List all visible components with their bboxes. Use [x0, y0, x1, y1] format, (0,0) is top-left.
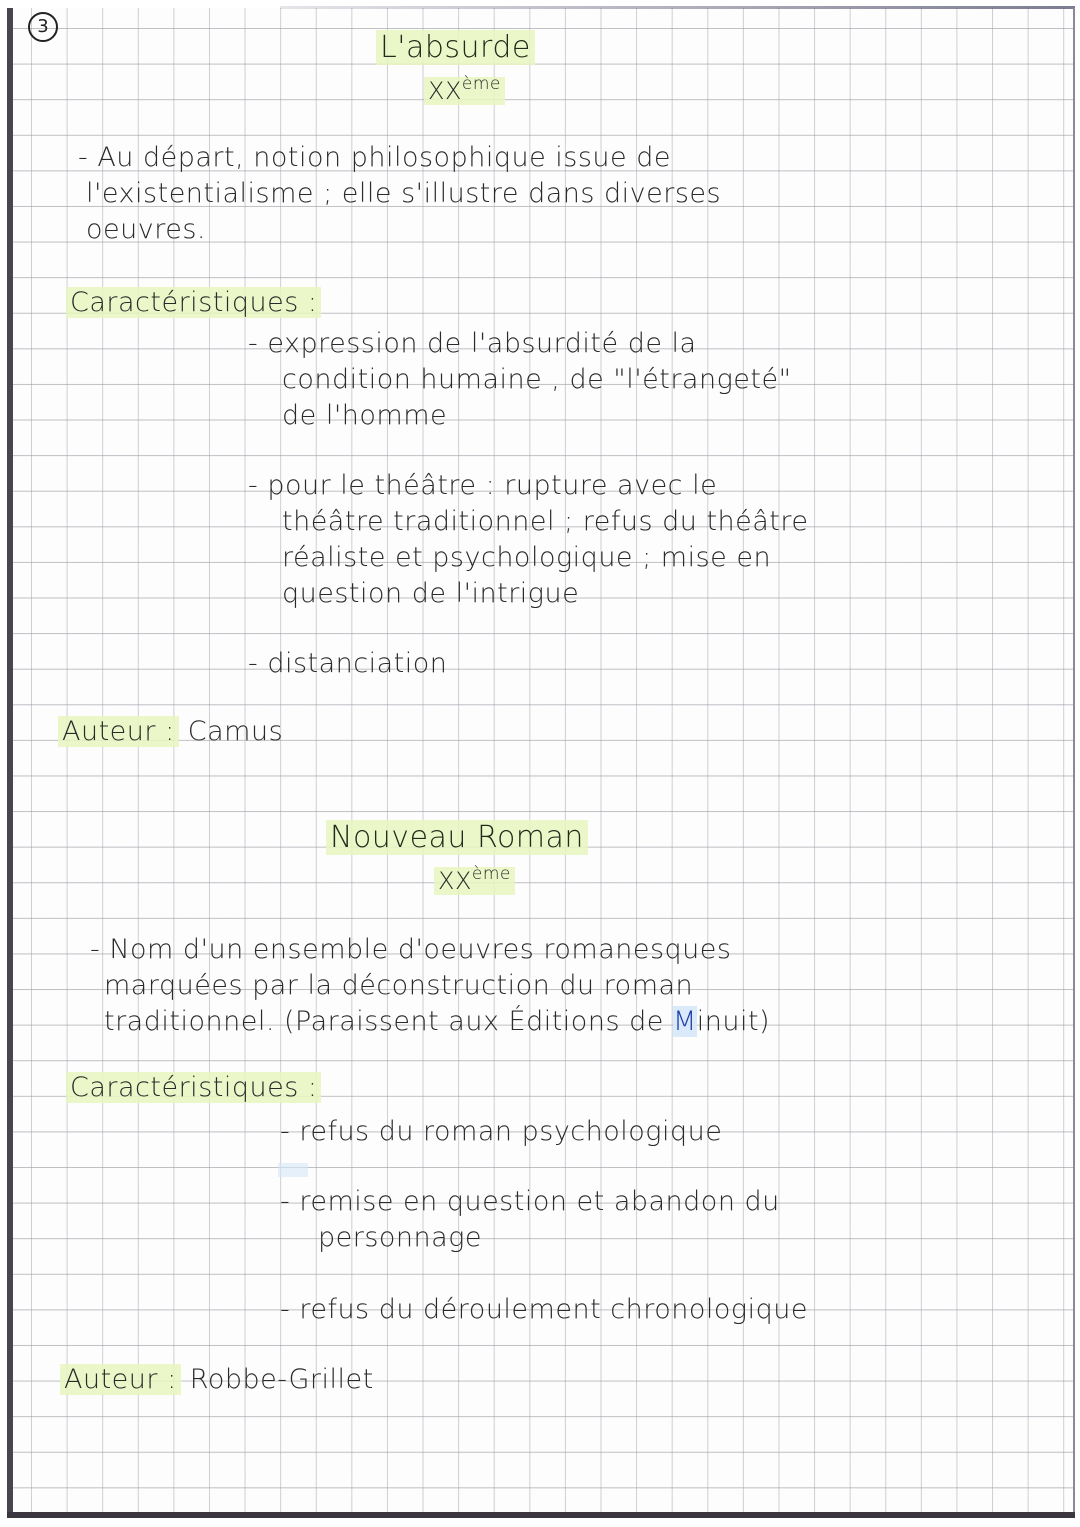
page-top-edge — [280, 6, 1075, 9]
century-text: XX — [438, 867, 472, 895]
intro-line-with-minuit — [104, 1004, 770, 1040]
intro-line: l'existentialisme ; elle s'illustre dans diverses — [86, 178, 722, 209]
characteristic-line: - distanciation — [248, 648, 448, 679]
author-label: Auteur : — [60, 1364, 181, 1395]
intro-line: oeuvres. — [86, 214, 206, 245]
characteristic-line: - expression de l'absurdité de la — [248, 328, 697, 359]
section-title-text: Nouveau Roman — [326, 820, 588, 855]
intro-line: marquées par la déconstruction du roman — [104, 970, 694, 1001]
author-line-nouveau-roman — [60, 1362, 374, 1398]
characteristics-label: Caractéristiques : — [66, 1072, 321, 1103]
characteristic-line: personnage — [318, 1222, 483, 1253]
characteristic-line: - refus du roman psychologique — [280, 1116, 723, 1147]
section-title-absurde — [376, 30, 535, 66]
century-text: XX — [428, 77, 462, 105]
century-suffix: ème — [461, 74, 501, 94]
characteristics-heading — [66, 1070, 321, 1106]
characteristic-line: réaliste et psychologique ; mise en — [282, 542, 772, 573]
page-right-edge — [1073, 8, 1075, 1518]
author-name: Camus — [187, 716, 284, 747]
characteristic-line: - remise en question et abandon du — [280, 1186, 780, 1217]
characteristic-line: de l'homme — [282, 400, 448, 431]
section-title-nouveau-roman — [326, 820, 588, 856]
intro-tail: inuit) — [696, 1006, 771, 1037]
intro-line: - Au départ, notion philosophique issue de — [78, 142, 671, 173]
century-suffix: ème — [471, 864, 511, 884]
characteristic-line: - refus du déroulement chronologique — [280, 1294, 808, 1325]
characteristic-line: question de l'intrigue — [282, 578, 580, 609]
section-century-absurde — [424, 66, 505, 109]
characteristic-line: - pour le théâtre : rupture avec le — [248, 470, 718, 501]
page-left-edge — [7, 8, 13, 1518]
blue-letter-m: M — [672, 1006, 697, 1037]
page-bottom-edge — [7, 1512, 1075, 1518]
characteristics-heading — [66, 285, 321, 321]
characteristics-label: Caractéristiques : — [66, 287, 321, 318]
author-name: Robbe-Grillet — [189, 1364, 374, 1395]
page-number-circle: 3 — [28, 12, 58, 42]
author-line-absurde — [58, 714, 283, 750]
characteristic-line: condition humaine , de "l'étrangeté" — [282, 364, 792, 395]
intro-line: - Nom d'un ensemble d'oeuvres romanesques — [90, 934, 732, 965]
intro-text: traditionnel. (Paraissent aux Éditions de — [104, 1006, 673, 1037]
section-title-text: L'absurde — [376, 30, 535, 65]
stray-highlight-mark — [278, 1163, 308, 1177]
author-label: Auteur : — [58, 716, 179, 747]
section-century-nouveau-roman — [434, 856, 515, 899]
characteristic-line: théâtre traditionnel ; refus du théâtre — [282, 506, 809, 537]
